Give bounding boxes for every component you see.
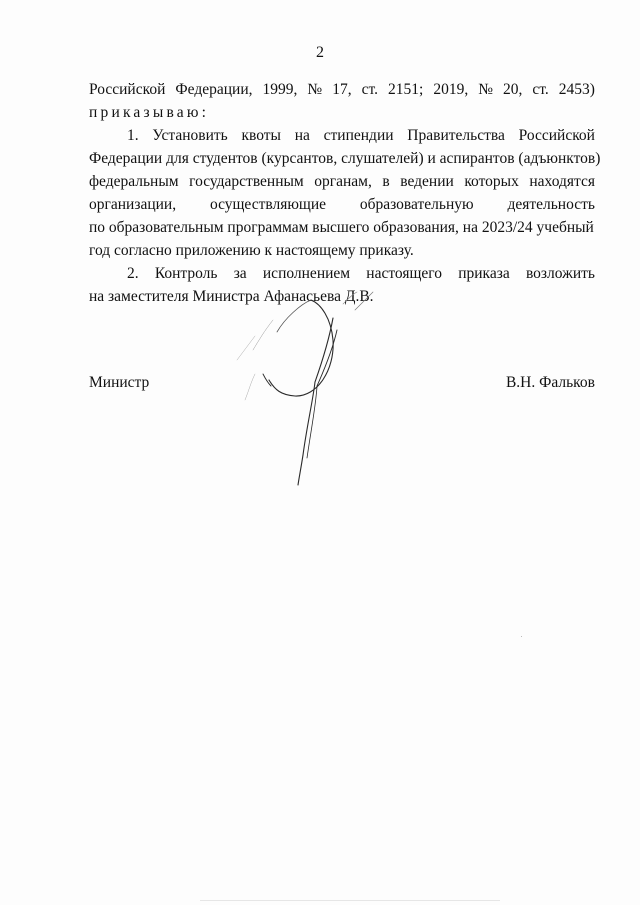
intro-line-1 <box>89 78 595 101</box>
item1-line4-word: осуществляющие <box>209 196 327 213</box>
order-keyword: приказываю: <box>89 104 210 121</box>
item1-line1-word: стипендии <box>323 127 394 144</box>
item1-line3-word: в <box>382 173 390 190</box>
intro-word: 17, <box>332 81 352 98</box>
intro-word: ст. <box>532 81 549 98</box>
page-number: 2 <box>316 44 324 61</box>
item1-line3-word: ведении <box>400 173 454 190</box>
item1-line3-word: федеральным <box>89 173 179 190</box>
intro-word: Российской <box>89 81 166 98</box>
item2-line1-word: настоящего <box>366 265 443 282</box>
item-1-line-4 <box>89 193 595 216</box>
item1-line1-word: Российской <box>518 127 595 144</box>
signatory-position: Министр <box>89 374 150 391</box>
intro-word: № <box>307 81 323 98</box>
intro-paragraph <box>89 78 595 124</box>
item1-line1-word: квоты <box>241 127 281 144</box>
item-2-line-2: на заместителя Министра Афанасьева Д.В. <box>89 288 374 305</box>
item2-line1-word: Контроль <box>154 265 218 282</box>
signature-row <box>89 374 595 392</box>
intro-word: ст. <box>361 81 378 98</box>
intro-word: 1999, <box>262 81 298 98</box>
intro-word: № <box>478 81 493 98</box>
intro-word: 2151; <box>387 81 424 98</box>
item1-line3-word: государственным <box>189 173 304 190</box>
item1-line4-word: деятельность <box>507 196 595 213</box>
intro-word: 2453) <box>558 81 595 98</box>
item2-line1-word: 2. <box>127 265 139 282</box>
item-1-paragraph <box>89 124 601 262</box>
item1-line1-word: на <box>294 127 310 144</box>
item1-line1-word: 1. <box>127 127 139 144</box>
scan-speck <box>521 636 522 637</box>
item-1-line-1 <box>89 124 595 147</box>
intro-word: Федерации, <box>175 81 253 98</box>
item2-line1-word: возложить <box>525 265 595 282</box>
item1-line3-word: находятся <box>529 173 595 190</box>
item-2-line-1 <box>89 262 595 285</box>
item1-line1-word: Правительства <box>407 127 505 144</box>
scan-bottom-edge <box>200 900 500 901</box>
item1-line4-word: организации, <box>89 196 177 213</box>
item-1-line-3 <box>89 170 595 193</box>
item-1-line-5: по образовательным программам высшего образования, на 2023/24 учебный <box>89 219 594 236</box>
item-1-line-6: год согласно приложению к настоящему приказу. <box>89 242 414 259</box>
item-1-line-2: Федерации для студентов (курсантов, слушателей) и аспирантов (адъюнктов) <box>89 150 601 167</box>
item2-line1-word: исполнением <box>262 265 351 282</box>
item1-line1-word: Установить <box>152 127 228 144</box>
item1-line3-word: которых <box>464 173 519 190</box>
item2-line1-word: за <box>233 265 247 282</box>
item2-line1-word: приказа <box>458 265 510 282</box>
item1-line4-word: образовательную <box>359 196 474 213</box>
item1-line3-word: органам, <box>314 173 372 190</box>
intro-word: 2019, <box>433 81 469 98</box>
signatory-name: В.Н. Фальков <box>505 374 595 391</box>
intro-word: 20, <box>503 81 523 98</box>
